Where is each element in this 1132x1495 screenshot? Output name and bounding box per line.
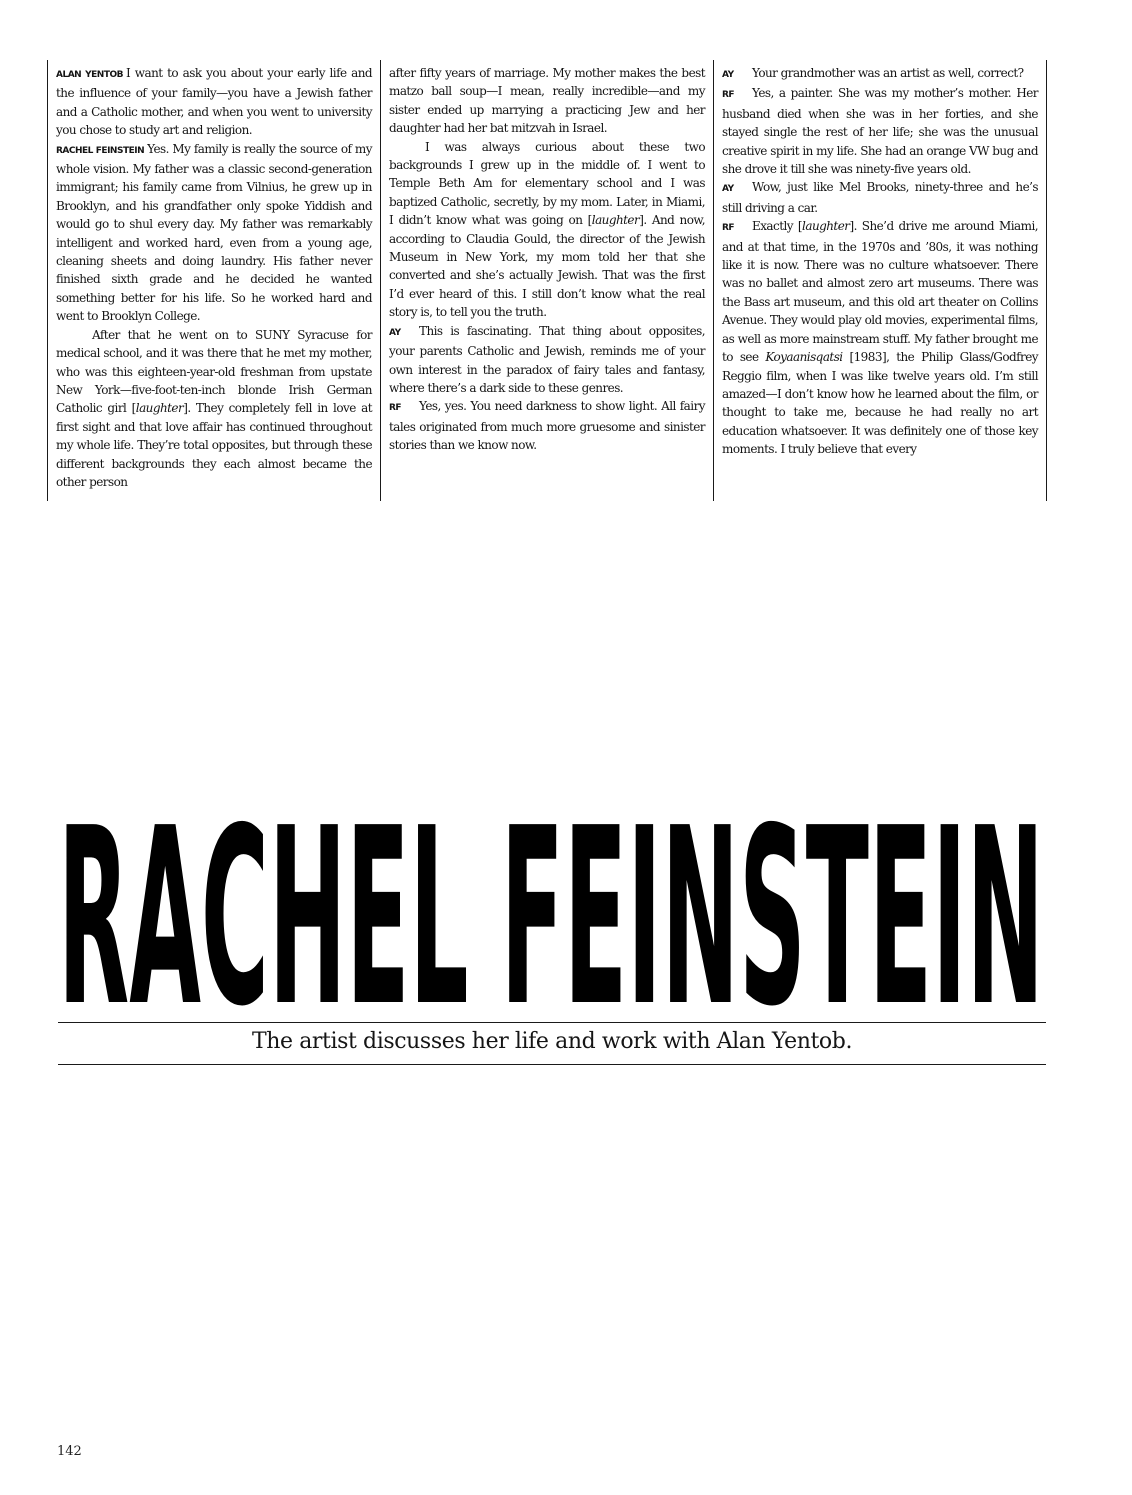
paragraph-text: I was always curious about these two backgrounds I grew up in the middle of. I went to Temple Beth Am for elementary school and I was baptized Catholic, secretly, by my mom. Later, in Miami, I didn’t know what was going on [ bbox=[389, 139, 705, 228]
paragraph bbox=[389, 138, 705, 322]
paragraph bbox=[389, 64, 705, 138]
interview-columns bbox=[47, 60, 1047, 501]
speaker-label: RF bbox=[722, 90, 735, 101]
paragraph bbox=[56, 140, 372, 326]
paragraph-text: Yes. My family is really the source of my whole vision. My father was a classic second-generation immigrant; his family came from Vilnius, he grew up in Brooklyn, and his grandfather only spoke Yiddish and would go to shul every day. My father was remarkably intelligent and worked hard, even from a young age, cleaning sheets and doing laundry. His father never finished sixth grade and he decided he wanted something better for his life. So he worked hard and went to Brooklyn College. bbox=[56, 141, 372, 324]
text-column-1 bbox=[47, 60, 380, 501]
paragraph bbox=[722, 217, 1038, 458]
paragraph-text: Wow, just like Mel Brooks, ninety-three and he’s still driving a car. bbox=[722, 180, 1038, 215]
paragraph bbox=[722, 178, 1038, 217]
paragraph-text: [1983], the Philip Glass/Godfrey Reggio film, when I was like twelve years old. I’m still amazed—I don’t know how he learned about the film, or thought to take me, because he had really no art education whatsoever. It was definitely one of those key moments. I truly believe that every bbox=[722, 350, 1038, 457]
speaker-label: AY bbox=[722, 70, 734, 80]
speaker-label: RACHEL FEINSTEIN bbox=[56, 145, 145, 156]
paragraph-text: ]. They completely fell in love at first sight and that love affair has continued throughout my whole life. They’re total opposites, but through these different backgrounds they each almost became the other person bbox=[56, 401, 372, 489]
paragraph bbox=[389, 397, 705, 454]
headline bbox=[58, 820, 1046, 1012]
italic-text: laughter bbox=[591, 213, 640, 228]
italic-text: laughter bbox=[135, 401, 184, 416]
paragraph-text: Your grandmother was an artist as well, correct? bbox=[752, 66, 1024, 80]
paragraph-text: After that he went on to SUNY Syracuse for medical school, and it was there that he met my mother, who was this eighteen-year-old freshman from upstate New York—five-foot-ten-inch blonde Irish German Catholic girl [ bbox=[56, 327, 372, 416]
text-column-2 bbox=[380, 60, 713, 501]
paragraph-text: Yes, yes. You need darkness to show light. All fairy tales originated from much more gruesome and sinister stories than we know now. bbox=[389, 399, 705, 453]
page-number: 142 bbox=[57, 1444, 82, 1459]
paragraph-text: This is fascinating. That thing about opposites, your parents Catholic and Jewish, reminds me of your own interest in the paradox of fairy tales and fantasy, where there’s a dark side to these genres. bbox=[389, 323, 705, 395]
speaker-label: RF bbox=[722, 223, 735, 234]
paragraph bbox=[722, 64, 1038, 84]
headline-svg bbox=[58, 820, 1046, 1012]
speaker-label: AY bbox=[389, 327, 401, 338]
paragraph-text: ]. She’d drive me around Miami, and at that time, in the 1970s and ’80s, it was nothing like it is now. There was no culture whatsoever. There was no ballet and almost zero art museums. There was the Bass art museum, and this old art theater on Collins Avenue. They would play old movies, experimental films, as well as more mainstream stuff. My father brought me to see bbox=[722, 219, 1038, 365]
speaker-label: AY bbox=[722, 184, 734, 195]
paragraph bbox=[722, 84, 1038, 178]
paragraph-text: Exactly [ bbox=[752, 219, 803, 234]
deck-bottom-rule bbox=[58, 1064, 1046, 1065]
speaker-label: ALAN YENTOB bbox=[56, 70, 123, 80]
paragraph-text: after fifty years of marriage. My mother makes the best matzo ball soup—I mean, really incredible—and my sister ended up marrying a practicing Jew and her daughter had her bat mitzvah in Israel. bbox=[389, 66, 705, 136]
italic-text: Koyaanisqatsi bbox=[765, 350, 843, 365]
text-column-3 bbox=[713, 60, 1047, 501]
paragraph bbox=[389, 322, 705, 398]
speaker-label: RF bbox=[389, 403, 402, 414]
paragraph-text: I want to ask you about your early life and the influence of your family—you have a Jewish father and a Catholic mother, and when you went to university you chose to study art and religion. bbox=[56, 66, 373, 138]
italic-text: laughter bbox=[802, 219, 850, 234]
paragraph bbox=[56, 326, 372, 492]
paragraph bbox=[56, 64, 372, 140]
headline-text: RACHEL FEINSTEIN bbox=[58, 820, 1044, 1012]
paragraph-text: Yes, a painter. She was my mother’s mother. Her husband died when she was in her forties, and she stayed single the rest of her life; she was the unusual creative spirit in my life. She had an orange VW bug and she drove it till she was ninety-five years old. bbox=[722, 86, 1038, 177]
deck: The artist discusses her life and work with Alan Yentob. bbox=[251, 1029, 853, 1054]
paragraph-text: ]. And now, according to Claudia Gould, the director of the Jewish Museum in New York, my mom told her that she converted and she’s actually Jewish. That was the first I’d ever heard of this. I still don’t know what the real story is, to tell you the truth. bbox=[389, 213, 705, 320]
deck-top-rule bbox=[58, 1022, 1046, 1023]
